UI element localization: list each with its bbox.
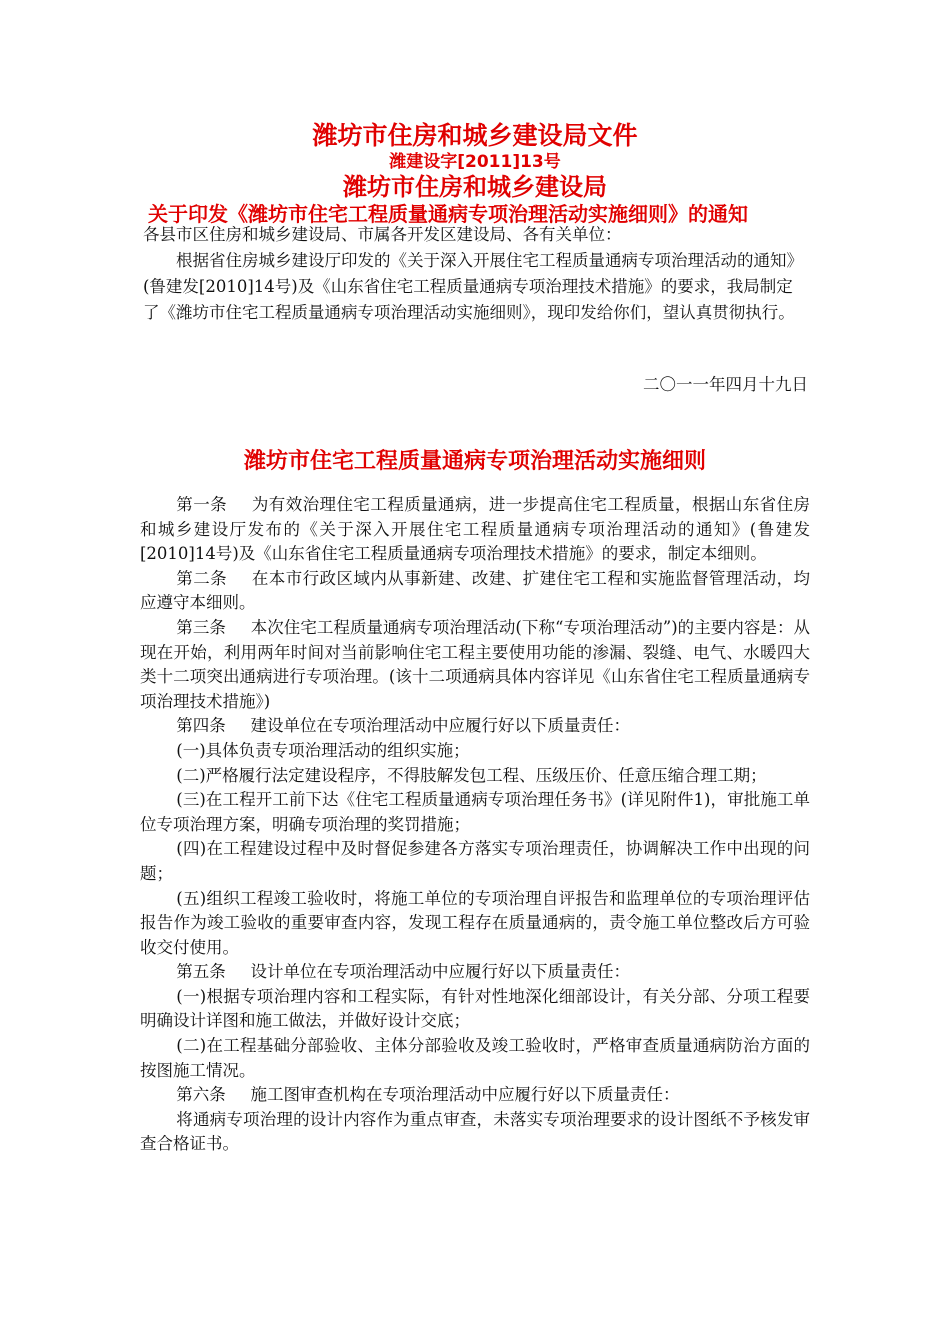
article-text: (一)根据专项治理内容和工程实际，有针对性地深化细部设计，有关分部、分项工程要明确设计详图和施工做法，并做好设计交底； [140, 986, 810, 1031]
rule-paragraph [140, 493, 810, 567]
article-text: (三)在工程开工前下达《住宅工程质量通病专项治理任务书》(详见附件1)，审批施工单位专项治理方案，明确专项治理的奖罚措施； [140, 790, 810, 834]
article-text: (五)组织工程竣工验收时，将施工单位的专项治理自评报告和监理单位的专项治理评估报告作为竣工验收的重要审查内容，发现工程存在质量通病的，责令施工单位整改后方可验收交付使用。 [140, 888, 810, 957]
article-number: 第三条 [176, 617, 226, 637]
rules-title: 潍坊市住宅工程质量通病专项治理活动实施细则 [243, 449, 706, 474]
article-number: 第六条 [176, 1085, 226, 1105]
notice-body [143, 222, 808, 326]
notice-date: 二〇一一年四月十九日 [643, 375, 808, 394]
org-file-heading: 潍坊市住房和城乡建设局文件 [312, 121, 638, 150]
article-text: (二)严格履行法定建设程序，不得肢解发包工程、压级压价、任意压缩合理工期； [176, 765, 767, 785]
addressee: 各县市区住房和城乡建设局、市属各开发区建设局、各有关单位： [143, 225, 622, 244]
rule-paragraph [140, 1083, 810, 1108]
rule-paragraph [140, 616, 810, 714]
rule-paragraph [140, 1034, 810, 1083]
article-text: 为有效治理住宅工程质量通病，进一步提高住宅工程质量，根据山东省住房和城乡建设厅发布的《关于深入开展住宅工程质量通病专项治理活动的通知》(鲁建发[2010]14号)及《山东省住宅工程质量通病专项治理技术措施》的要求，制定本细则。 [140, 495, 811, 564]
article-text: 设计单位在专项治理活动中应履行好以下质量责任： [250, 962, 631, 982]
rule-paragraph [140, 764, 810, 789]
article-text: (一)具体负责专项治理活动的组织实施； [176, 740, 470, 760]
rule-paragraph [140, 788, 810, 837]
rule-paragraph [140, 739, 810, 764]
notice-title: 关于印发《潍坊市住宅工程质量通病专项治理活动实施细则》的通知 [148, 202, 748, 226]
rule-paragraph [140, 1108, 810, 1157]
article-text: (四)在工程建设过程中及时督促参建各方落实专项治理责任，协调解决工作中出现的问题； [140, 839, 810, 883]
article-text: 建设单位在专项治理活动中应履行好以下质量责任： [250, 716, 631, 736]
article-text: (二)在工程基础分部验收、主体分部验收及竣工验收时，严格审查质量通病防治方面的按图施工情况。 [140, 1036, 810, 1080]
rule-paragraph [140, 567, 810, 616]
article-text: 将通病专项治理的设计内容作为重点审查，未落实专项治理要求的设计图纸不予核发审查合格证书。 [140, 1109, 810, 1154]
article-text: 施工图审查机构在专项治理活动中应履行好以下质量责任： [250, 1085, 680, 1105]
notice-paragraph: 根据省住房城乡建设厅印发的《关于深入开展住宅工程质量通病专项治理活动的通知》(鲁建发[2010]14号)及《山东省住宅工程质量通病专项治理技术措施》的要求，我局制定了《潍坊市住宅工程质量通病专项治理活动实施细则》，现印发给你们，望认真贯彻执行。 [143, 251, 803, 322]
rule-paragraph [140, 714, 810, 739]
rule-paragraph [140, 887, 810, 961]
rule-paragraph [140, 837, 810, 886]
rule-paragraph [140, 985, 810, 1034]
org-name-heading: 潍坊市住房和城乡建设局 [343, 173, 607, 201]
article-text: 本次住宅工程质量通病专项治理活动(下称“专项治理活动”)的主要内容是：从现在开始，利用两年时间对当前影响住宅工程主要使用功能的渗漏、裂缝、电气、水暖四大类十二项突出通病进行专项治理。(该十二项通病具体内容详见《山东省住宅工程质量通病专项治理技术措施》) [140, 617, 810, 711]
rule-paragraph [140, 960, 810, 985]
article-number: 第一条 [176, 495, 228, 514]
article-number: 第二条 [176, 568, 228, 588]
article-number: 第五条 [176, 962, 226, 982]
rules-body [140, 493, 810, 1157]
article-text: 在本市行政区域内从事新建、改建、扩建住宅工程和实施监督管理活动，均应遵守本细则。 [140, 568, 811, 613]
article-number: 第四条 [176, 716, 226, 736]
doc-number: 潍建设字[2011]13号 [389, 152, 561, 172]
